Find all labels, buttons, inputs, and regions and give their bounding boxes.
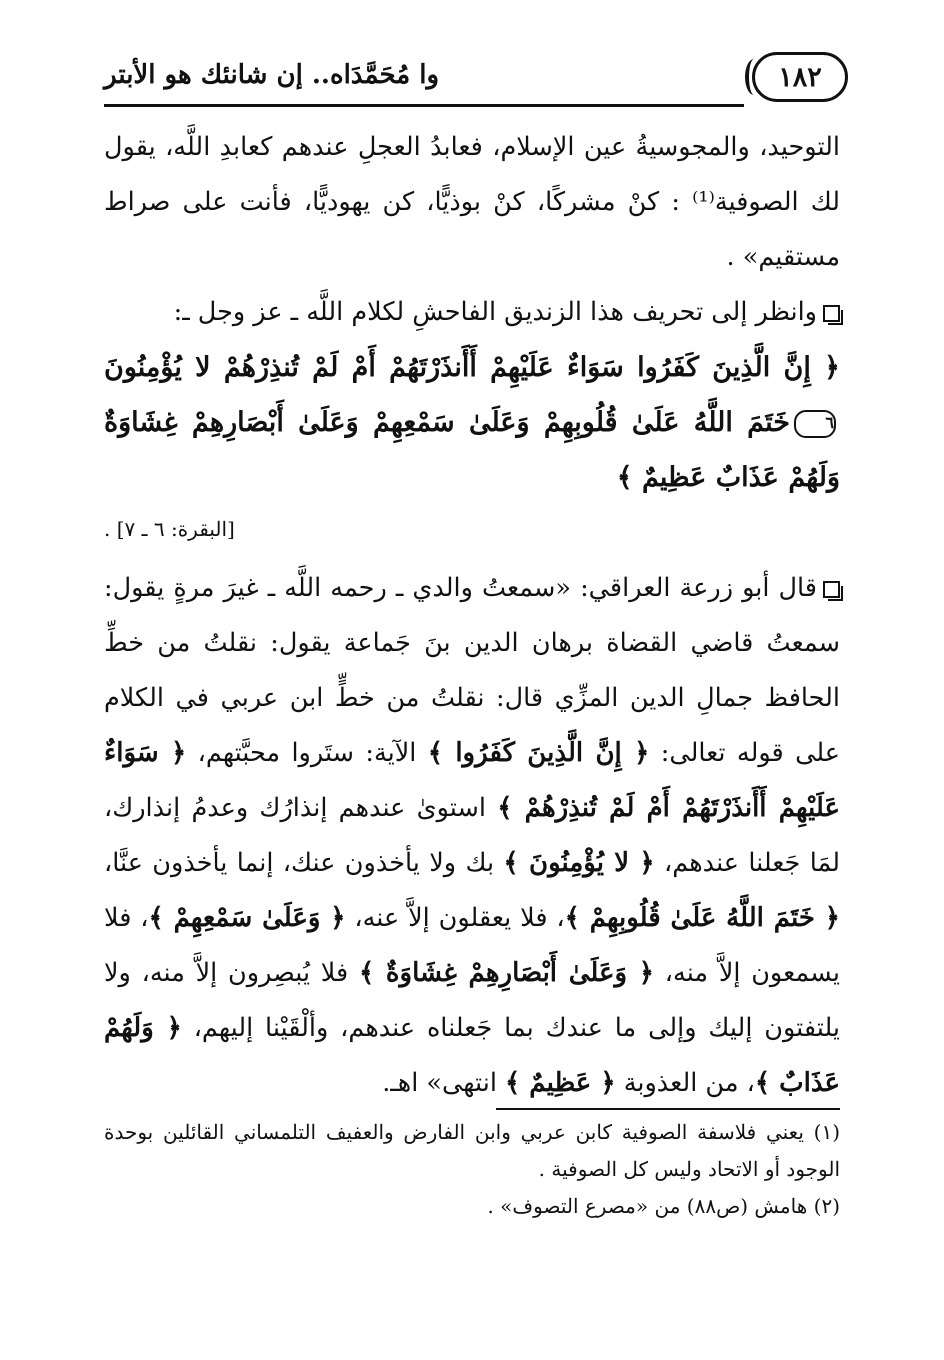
p3-text-h: ، من العذوبة [623, 1068, 755, 1098]
p3-text-c: استوىٰ عندهم إنذارُك وعدمُ إنذارك، لمَا جَعلنا عندهم، [104, 793, 840, 878]
p3-text-e: ، فلا يعقلون إلاَّ عنه، [354, 903, 565, 933]
p3-text-d: بك ولا يأخذون عنك، إنما يأخذون عنَّا، [104, 848, 495, 878]
quote-8: ﴿ عَظِيمٌ ﴾ [505, 1068, 616, 1098]
verse-part-b: خَتَمَ اللَّهُ عَلَىٰ قُلُوبِهِمْ وَعَلَىٰ سَمْعِهِمْ وَعَلَىٰ أَبْصَارِهِمْ غِشَاوَةٌ وَلَهُمْ عَذَابٌ عَظِيمٌ ﴾ [104, 407, 840, 493]
paragraph-marker-icon [823, 305, 840, 322]
verse-citation: [البقرة: ٦ ـ ٧] . [104, 517, 235, 541]
paragraph-2-text: وانظر إلى تحريف هذا الزنديق الفاحشِ لكلام اللَّه ـ عز وجل ـ: [173, 297, 817, 327]
header-rule [104, 104, 744, 107]
running-title: وا مُحَمَّدَاه.. إن شانئك هو الأبتر [104, 60, 440, 90]
quran-verse-block [104, 340, 840, 505]
footnote-1: (١) يعني فلاسفة الصوفية كابن عربي وابن الفارض والعفيف التلمساني القائلين بوحدة الوجود أو الاتحاد وليس كل الصوفية . [104, 1120, 840, 1181]
paragraph-1: التوحيد، والمجوسيةُ عين الإسلام، فعابدُ العجلِ عندهم كعابدِ اللَّه، يقول لك الصوفية⁽¹⁾ : كنْ مشركًا، كنْ بوذيًّا، كن يهوديًّا، فأنت على صراط مستقيم» . [104, 132, 840, 272]
p3-text-g: فلا يُبصِرون إلاَّ منه، ولا يلتفتون إليك وإلى ما عندك بما جَعلناه عندهم، وألْقَيْنا إليهم، [104, 958, 840, 1043]
verse-part-a: ﴿ إِنَّ الَّذِينَ كَفَرُوا سَوَاءٌ عَلَيْهِمْ أَأَنذَرْتَهُمْ أَمْ لَمْ تُنذِرْهُمْ لا يُؤْمِنُونَ [104, 352, 840, 383]
quote-1: ﴿ إِنَّ الَّذِينَ كَفَرُوا ﴾ [427, 738, 650, 768]
verse-number: ٦ [794, 410, 836, 438]
page-header [104, 52, 848, 106]
paragraph-2 [104, 285, 840, 340]
quote-4: ﴿ خَتَمَ اللَّهُ عَلَىٰ قُلُوبِهِمْ ﴾ [564, 903, 840, 933]
quote-7: ﴿ وَلَهُمْ عَذَابٌ ﴾ [104, 1013, 840, 1098]
paragraph-3 [104, 561, 840, 1111]
p3-text-a: قال أبو زرعة العراقي: «سمعتُ والدي ـ رحمه اللَّه ـ غيرَ مرةٍ يقول: سمعتُ قاضي القضاة برهان الدين بنَ جَماعة يقول: نقلتُ من خطِّ الحافظ جمالِ الدين المزِّي قال: نقلتُ من خطٍّ ابن عربي في الكلام على قوله تعالى: [104, 573, 840, 768]
p3-text-f: ، فلا يسمعون إلاَّ منه، [104, 903, 840, 988]
footnote-2: (٢) هامش (ص٨٨) من «مصرع التصوف» . [487, 1194, 840, 1218]
quote-6: ﴿ وَعَلَىٰ أَبْصَارِهِمْ غِشَاوَةٌ ﴾ [358, 958, 655, 988]
footnote-rule [496, 1108, 840, 1110]
main-text [104, 120, 840, 1111]
footnotes [104, 1114, 840, 1225]
quote-3: ﴿ لا يُؤْمِنُونَ ﴾ [503, 848, 655, 878]
quote-5: ﴿ وَعَلَىٰ سَمْعِهِمْ ﴾ [148, 903, 346, 933]
paragraph-marker-icon [823, 581, 840, 598]
page-number: ١٨٢ [778, 61, 822, 93]
p3-text-i: انتهى» اهـ. [382, 1068, 497, 1098]
p3-text-b: الآية: ستَروا محبَّتهم، [197, 738, 417, 768]
quote-2: ﴿ سَوَاءٌ عَلَيْهِمْ أَأَنذَرْتَهُمْ أَمْ لَمْ تُنذِرْهُمْ ﴾ [104, 738, 840, 823]
page-number-badge [752, 52, 848, 102]
